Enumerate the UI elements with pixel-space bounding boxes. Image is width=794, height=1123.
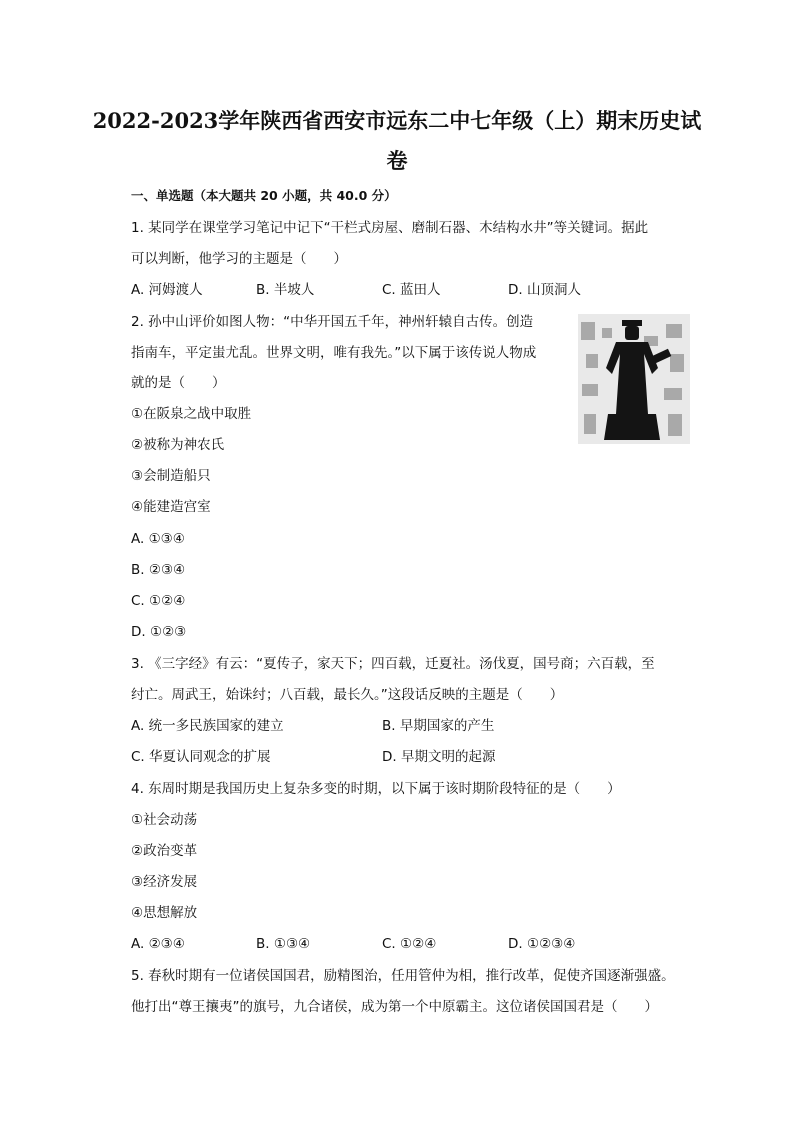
- q3-option-d: D. 早期文明的起源: [382, 749, 496, 765]
- figure-portrait-icon: [578, 314, 690, 444]
- section-heading: 一、单选题（本大题共 20 小题，共 40.0 分）: [131, 188, 397, 203]
- q2-option-d: D. ①②③: [131, 624, 187, 640]
- q2-stem-line-3: 就的是（ ）: [131, 375, 226, 391]
- q2-item-3: ③会制造船只: [131, 468, 211, 484]
- q4-option-c: C. ①②④: [382, 936, 437, 952]
- q2-option-a: A. ①③④: [131, 531, 185, 547]
- exam-title-line-1: 2022-2023学年陕西省西安市远东二中七年级（上）期末历史试: [92, 108, 702, 133]
- q5-stem-line-2: 他打出“尊王攘夷”的旗号，九合诸侯，成为第一个中原霸主。这位诸侯国国君是（ ）: [131, 999, 658, 1015]
- q4-option-b: B. ①③④: [256, 936, 311, 952]
- q1-stem-line-2: 可以判断，他学习的主题是（ ）: [131, 251, 347, 267]
- q1-stem-line-1: 1. 某同学在课堂学习笔记中记下“干栏式房屋、磨制石器、木结构水井”等关键词。据此: [131, 220, 649, 236]
- q2-stem-line-2: 指南车，平定蚩尤乱。世界文明，唯有我先。”以下属于该传说人物成: [131, 345, 537, 361]
- q4-stem-line-1: 4. 东周时期是我国历史上复杂多变的时期，以下属于该时期阶段特征的是（ ）: [131, 781, 621, 797]
- q4-item-2: ②政治变革: [131, 843, 198, 859]
- q2-item-1: ①在阪泉之战中取胜: [131, 406, 252, 422]
- q2-stem-line-1: 2. 孙中山评价如图人物：“中华开国五千年，神州轩辕自古传。创造: [131, 314, 534, 330]
- q4-option-d: D. ①②③④: [508, 936, 576, 952]
- q2-option-c: C. ①②④: [131, 593, 186, 609]
- q2-item-2: ②被称为神农氏: [131, 437, 225, 453]
- q5-stem-line-1: 5. 春秋时期有一位诸侯国国君，励精图治，任用管仲为相，推行改革，促使齐国逐渐强盛。: [131, 968, 675, 984]
- q1-option-b: B. 半坡人: [256, 282, 315, 298]
- q4-item-4: ④思想解放: [131, 905, 198, 921]
- q4-item-1: ①社会动荡: [131, 812, 198, 828]
- q3-option-c: C. 华夏认同观念的扩展: [131, 749, 271, 765]
- q2-item-4: ④能建造宫室: [131, 499, 211, 515]
- q3-stem-line-2: 纣亡。周武王，始诛纣；八百载，最长久。”这段话反映的主题是（ ）: [131, 687, 564, 703]
- q3-option-b: B. 早期国家的产生: [382, 718, 495, 734]
- q4-item-3: ③经济发展: [131, 874, 198, 890]
- q4-option-a: A. ②③④: [131, 936, 185, 952]
- q3-stem-line-1: 3. 《三字经》有云：“夏传子，家天下；四百载，迁夏社。汤伐夏，国号商；六百载，至: [131, 656, 655, 672]
- q1-option-a: A. 河姆渡人: [131, 282, 203, 298]
- q3-option-a: A. 统一多民族国家的建立: [131, 718, 284, 734]
- q1-option-c: C. 蓝田人: [382, 282, 441, 298]
- q1-option-d: D. 山顶洞人: [508, 282, 581, 298]
- exam-title-line-2: 卷: [386, 148, 408, 173]
- q2-option-b: B. ②③④: [131, 562, 186, 578]
